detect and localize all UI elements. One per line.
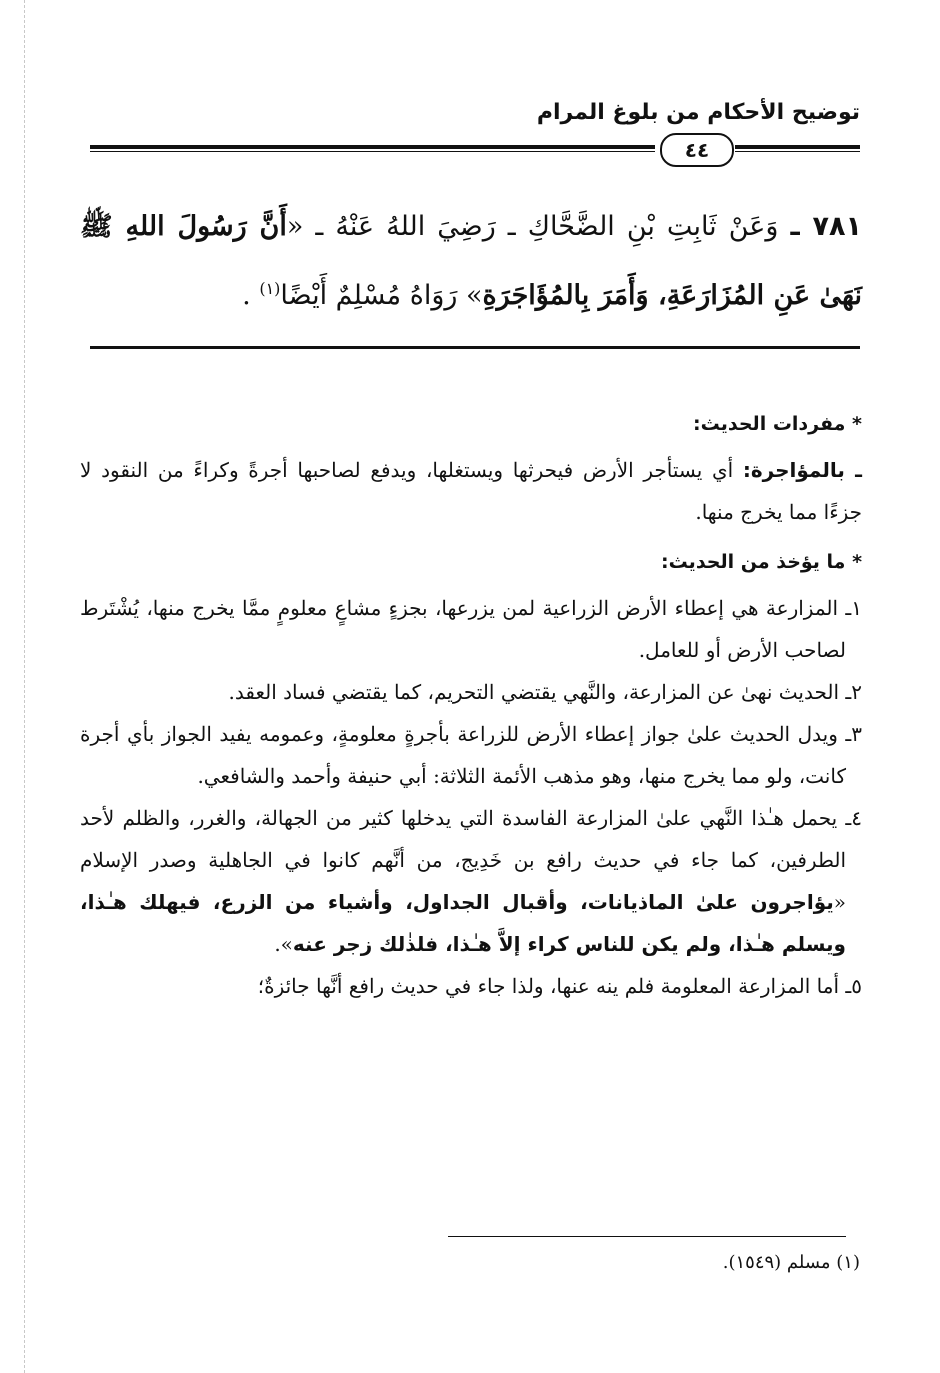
footnote: (١) مسلم (١٥٤٩).	[722, 1252, 860, 1273]
lesson-item-3: ٣ـ ويدل الحديث علىٰ جواز إعطاء الأرض للزراعة بأجرةٍ معلومةٍ، وعمومه يفيد الجواز بأي أجرة كانت، ولو مما يخرج منها، وهو مذهب الأئمة الثلاثة: أبي حنيفة وأحمد والشافعي.	[80, 722, 862, 788]
header-rule-left	[90, 145, 655, 152]
hadith-source: » رَوَاهُ مُسْلِمٌ أَيْضًا	[280, 280, 483, 311]
page-edge	[24, 0, 26, 1373]
lesson-item-4-quote: يؤاجرون علىٰ الماذيانات، وأقبال الجداول، وأشياء من الزرع، فيهلك هـٰذا، ويسلم هـٰذا، ولم يكن للناس كراء إلاَّ هـٰذا، فلذٰلك زجر عنه	[80, 890, 846, 956]
lesson-item-4-end: ».	[274, 932, 293, 956]
lesson-item-4-text: ٤ـ يحمل هـٰذا النَّهي علىٰ المزارعة الفاسدة التي يدخلها كثير من الجهالة، والغرر، والظلم لأحد الطرفين، كما جاء في حديث رافع بن خَدِيج، من أنَّهم كانوا في الجاهلية وصدر الإسلام «	[80, 806, 862, 914]
vocab-term: ـ بالمؤاجرة:	[742, 458, 862, 482]
hadith-number: ٧٨١ ـ	[790, 211, 862, 242]
vocab-heading: * مفردات الحديث:	[693, 413, 862, 435]
lesson-item-2: ٢ـ الحديث نهىٰ عن المزارعة، والنَّهي يقتضي التحريم، كما يقتضي فساد العقد.	[228, 680, 862, 704]
lessons-heading: * ما يؤخذ من الحديث:	[660, 551, 862, 573]
hadith-matn: أَنَّ رَسُولَ اللهِ ﷺ نَهَىٰ عَنِ المُزَارَعَةِ، وَأَمَرَ بِالمُؤَاجَرَةِ	[80, 211, 862, 311]
lesson-item-5: ٥ـ أما المزارعة المعلومة فلم ينه عنها، ولذا جاء في حديث رافع أنَّها جائزةٌ؛	[257, 974, 862, 998]
hadith-intro: وَعَنْ ثَابِتِ بْنِ الضَّحَّاكِ ـ رَضِيَ اللهُ عَنْهُ ـ «	[286, 211, 791, 242]
page-number: ٤٤	[660, 133, 734, 167]
footnote-rule	[448, 1236, 846, 1237]
section-separator	[90, 346, 860, 349]
header-rule-right	[735, 145, 860, 152]
vocab-entry	[80, 449, 862, 533]
commentary	[80, 395, 862, 1007]
vocab-definition: أي يستأجر الأرض فيحرثها ويستغلها، ويدفع لصاحبها أجرةً وكراءً من النقود لا جزءًا مما يخرج منها.	[80, 458, 862, 524]
footnote-reference: (١)	[259, 279, 281, 298]
hadith-text	[80, 196, 862, 327]
lesson-item-1: ١ـ المزارعة هي إعطاء الأرض الزراعية لمن يزرعها، بجزءٍ مشاعٍ معلومٍ ممَّا يخرج منها، يُشْتَرط لصاحب الأرض أو للعامل.	[80, 596, 862, 662]
running-header-title: توضيح الأحكام من بلوغ المرام	[536, 100, 860, 125]
lesson-item-4	[80, 797, 862, 965]
hadith-end: .	[242, 280, 260, 311]
